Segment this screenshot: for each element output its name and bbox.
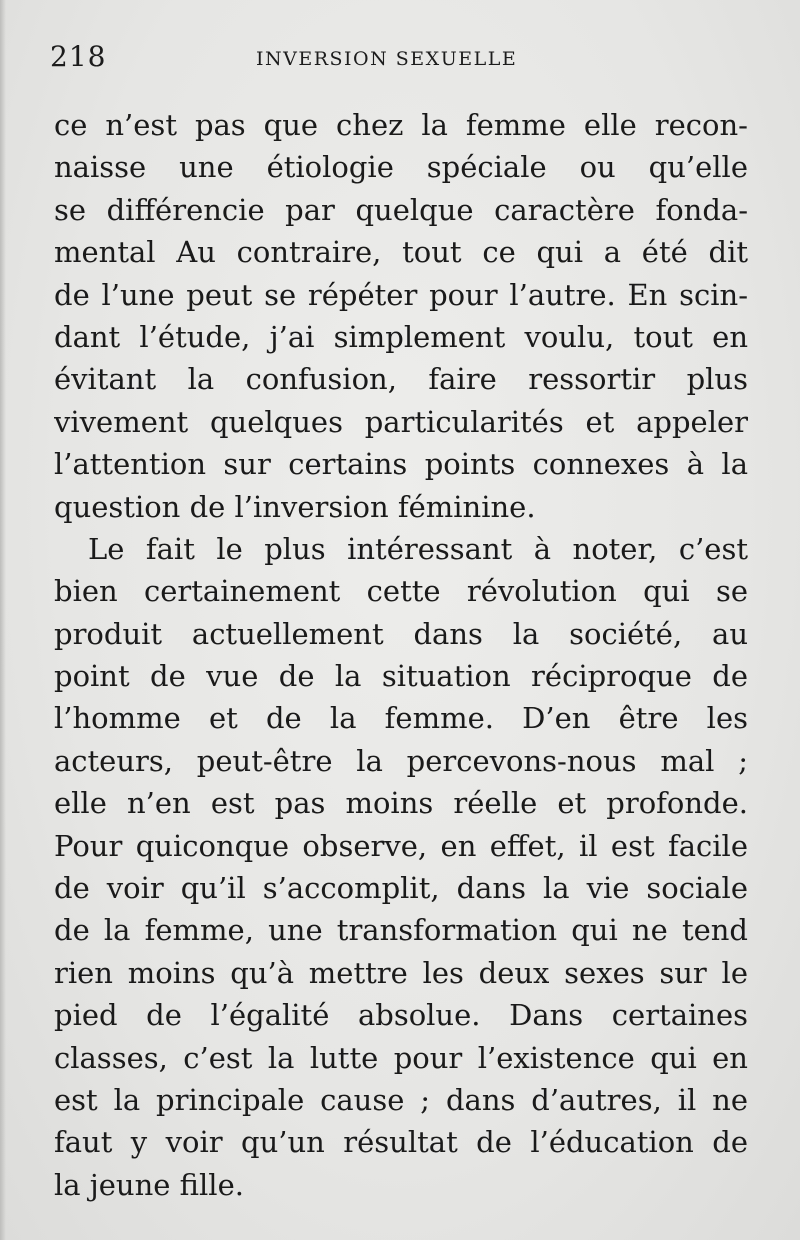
- page-header: [50, 40, 750, 80]
- body-text: [54, 104, 748, 1206]
- text-line: vivement quelques particularités et appeler: [54, 404, 748, 439]
- text-line: bien certainement cette révolution qui se: [54, 574, 748, 609]
- page-number: 218: [50, 40, 107, 73]
- text-line: se différencie par quelque caractère fonda-: [54, 192, 748, 227]
- text-line: est la principale cause ; dans d’autres, il ne: [54, 1082, 748, 1117]
- text-line: acteurs, peut-être la percevons-nous mal ;: [54, 743, 748, 778]
- page-edge-shadow: [0, 0, 6, 1240]
- text-line: l’attention sur certains points connexes à la: [54, 447, 748, 482]
- text-line: elle n’en est pas moins réelle et profonde.: [54, 786, 748, 821]
- text-line: Pour quiconque observe, en effet, il est facile: [54, 828, 748, 863]
- text-line: point de vue de la situation réciproque de: [54, 659, 748, 694]
- text-line: produit actuellement dans la société, au: [54, 616, 748, 651]
- text-line: rien moins qu’à mettre les deux sexes sur le: [54, 955, 748, 990]
- running-title: INVERSION SEXUELLE: [256, 48, 518, 70]
- text-line: ce n’est pas que chez la femme elle recon-: [54, 108, 748, 142]
- text-line: classes, c’est la lutte pour l’existence qui en: [54, 1040, 748, 1075]
- text-line: de l’une peut se répéter pour l’autre. En scin-: [54, 277, 748, 312]
- text-line: Le fait le plus intéressant à noter, c’est: [88, 531, 748, 566]
- text-line: pied de l’égalité absolue. Dans certaines: [54, 998, 748, 1033]
- text-line: l’homme et de la femme. D’en être les: [54, 701, 748, 736]
- text-line: question de l’inversion féminine.: [54, 489, 536, 524]
- text-line: de la femme, une transformation qui ne tend: [54, 913, 748, 948]
- text-line: dant l’étude, j’ai simplement voulu, tout en: [54, 319, 748, 354]
- text-line: de voir qu’il s’accomplit, dans la vie sociale: [54, 871, 748, 906]
- text-line: la jeune fille.: [54, 1167, 244, 1202]
- text-line: mental Au contraire, tout ce qui a été dit: [54, 235, 748, 270]
- text-line: évitant la confusion, faire ressortir plus: [54, 362, 748, 397]
- text-line: faut y voir qu’un résultat de l’éducation de: [54, 1125, 748, 1160]
- text-line: naisse une étiologie spéciale ou qu’elle: [54, 150, 748, 185]
